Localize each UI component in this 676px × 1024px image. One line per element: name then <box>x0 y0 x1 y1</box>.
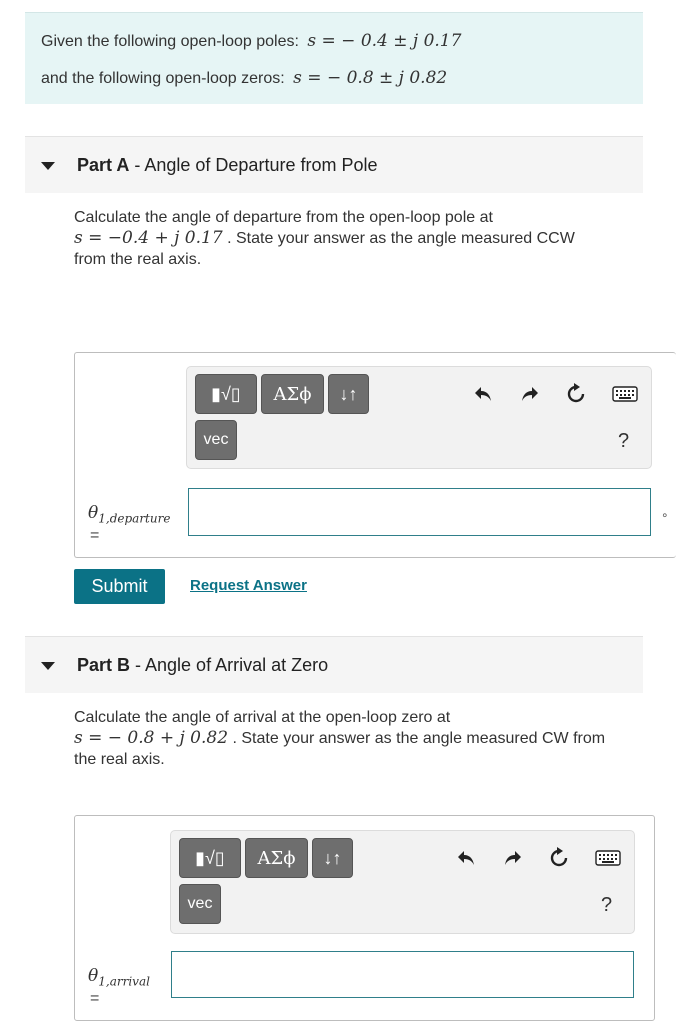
collapse-triangle-icon[interactable] <box>41 162 55 170</box>
keyboard-icon[interactable] <box>594 845 622 871</box>
part-b-question-line3: the real axis. <box>74 751 165 768</box>
part-b-question <box>74 707 644 770</box>
part-a-answer-input[interactable] <box>188 488 651 536</box>
submit-label: Submit <box>91 576 148 596</box>
part-a-question <box>74 207 644 270</box>
help-button[interactable] <box>601 894 612 917</box>
help-label: ? <box>618 430 630 452</box>
reset-icon[interactable] <box>546 845 572 871</box>
part-a-question-line3: from the real axis. <box>74 251 202 268</box>
part-a-header[interactable] <box>25 136 643 193</box>
poles-text: Given the following open-loop poles: <box>41 33 299 50</box>
part-a-question-line2: . State your answer as the angle measured CCW <box>222 230 575 247</box>
redo-icon[interactable] <box>500 845 526 871</box>
part-b-header[interactable] <box>25 636 643 693</box>
math-toolbar <box>170 830 635 934</box>
poles-equation: s = − 0.4 ± j 0.17 <box>307 31 462 51</box>
keyboard-icon[interactable] <box>611 381 639 407</box>
zeros-equation: s = − 0.8 ± j 0.82 <box>293 68 448 88</box>
degree-unit: ∘ <box>661 508 669 522</box>
part-a-variable-label <box>88 503 170 528</box>
templates-label: ▮√▯ <box>211 383 241 404</box>
part-b-answer-box <box>74 815 655 1021</box>
request-answer-label: Request Answer <box>190 577 307 594</box>
vec-label: vec <box>187 895 213 912</box>
vec-button[interactable] <box>179 884 221 924</box>
part-a-question-line1: Calculate the angle of departure from the open-loop pole at <box>74 209 493 226</box>
part-b-question-line1: Calculate the angle of arrival at the open-loop zero at <box>74 709 451 726</box>
templates-button[interactable] <box>195 374 257 414</box>
part-a-answer-box <box>74 352 676 558</box>
zeros-line <box>41 64 627 101</box>
arrows-label: ↓↑ <box>323 847 342 868</box>
greek-symbols-button[interactable] <box>261 374 324 414</box>
greek-label: ΑΣϕ <box>257 847 296 869</box>
greek-label: ΑΣϕ <box>273 383 312 405</box>
theta-symbol: θ <box>88 966 99 986</box>
collapse-triangle-icon[interactable] <box>41 662 55 670</box>
part-a-label: Part A <box>77 155 130 175</box>
help-label: ? <box>601 894 613 916</box>
arrows-button[interactable] <box>312 838 353 878</box>
problem-statement <box>25 12 643 104</box>
part-b-label: Part B <box>77 655 131 675</box>
part-a-title <box>77 155 377 176</box>
equals-sign: = <box>90 990 100 1007</box>
part-b-question-equation: s = − 0.8 + j 0.82 <box>74 728 229 748</box>
vec-label: vec <box>203 431 229 448</box>
poles-line <box>41 27 627 64</box>
zeros-text: and the following open-loop zeros: <box>41 70 285 87</box>
submit-button[interactable] <box>74 569 165 604</box>
vec-button[interactable] <box>195 420 237 460</box>
variable-subscript: 1,departure <box>98 511 171 526</box>
part-b-answer-input[interactable] <box>171 951 634 998</box>
part-b-variable-label <box>88 966 150 991</box>
request-answer-link[interactable] <box>190 577 307 594</box>
redo-icon[interactable] <box>517 381 543 407</box>
help-button[interactable] <box>618 430 629 453</box>
equals-sign: = <box>90 527 100 544</box>
part-b-title <box>77 655 328 676</box>
part-a-question-equation: s = −0.4 + j 0.17 <box>74 228 223 248</box>
templates-label: ▮√▯ <box>195 847 225 868</box>
templates-button[interactable] <box>179 838 241 878</box>
undo-icon[interactable] <box>470 381 496 407</box>
variable-subscript: 1,arrival <box>98 974 150 989</box>
arrows-label: ↓↑ <box>339 383 358 404</box>
theta-symbol: θ <box>88 503 99 523</box>
undo-icon[interactable] <box>453 845 479 871</box>
part-a-subtitle: - Angle of Departure from Pole <box>129 155 378 175</box>
part-b-question-line2: . State your answer as the angle measured CW from <box>228 730 606 747</box>
greek-symbols-button[interactable] <box>245 838 308 878</box>
math-toolbar <box>186 366 652 469</box>
part-b-subtitle: - Angle of Arrival at Zero <box>130 655 329 675</box>
reset-icon[interactable] <box>563 381 589 407</box>
arrows-button[interactable] <box>328 374 369 414</box>
